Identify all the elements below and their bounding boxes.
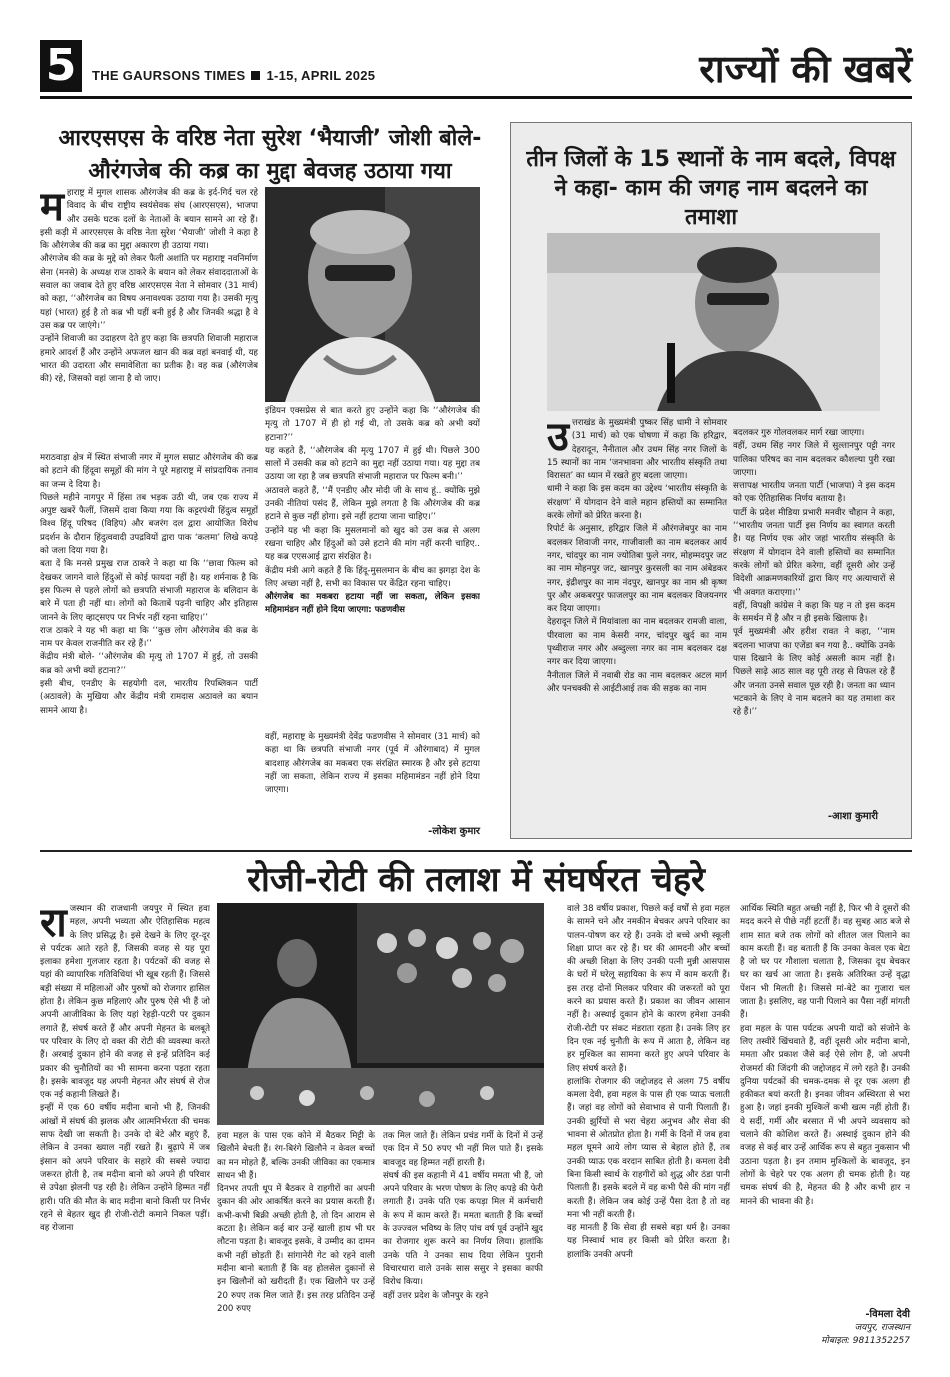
article3-col5: आर्थिक स्थिति बहुत अच्छी नहीं है, फिर भी वे दूसरों की मदद करने से पीछे नहीं हटतीं हैं। वह सुबह आठ बजे से शाम सात बजे तक लोगों को शीतल जल पिलाने का काम करती हैं। वह बताती हैं कि उनका केवल एक बेटा है जो घर पर गौशाला चलाता है, जिसका दूध बेचकर घर का खर्च आ जाता है। इसके अतिरिक्त उन्हें वृद्धा पेंशन भी मिलती है। जिससे मां-बेटे का गुजारा चल जाता है। इसलिए, वह पानी पिलाने का पैसा नहीं मांगती हैं। हवा महल के पास पर्यटक अपनी यादों को संजोने के लिए तस्वीरें खिंचवाते हैं, वहीं दूसरी ओर मदीना बानो, ममता और प्रकाश जैसे कई ऐसे लोग हैं, जो अपनी रोजमर्रा की जिंदगी की जद्दोजहद में लगे रहते हैं। उनकी दुनिया पर्यटकों की चमक-दमक से दूर एक अलग ही हकीकत बयां करती है। इनका जीवन अस्थिरता से भरा हुआ है। जहां इनकी मुश्किलें कभी खत्म नहीं होती हैं। ये सर्दी, गर्मी और बरसात में भी अपने व्यवसाय को चलाने की कोशिश करते हैं। अस्थाई दुकान होने की वजह से कई बार उन्हें आर्थिक रूप से बहुत नुकसान भी उठाना पड़ता है। इन तमाम मुश्किलों के बावजूद, इन लोगों के चेहरे पर एक अलग ही चमक होती है। यह चमक संघर्ष की है, मेहनत की है और कभी हार न मानने की भावना की है।	[740, 904, 910, 1207]
article3-col1-text: जस्थान की राजधानी जयपुर में स्थित हवा महल, अपनी भव्यता और ऐतिहासिक महत्व के लिए प्रसिद्ध है। इसे देखने के लिए दूर-दूर से पर्यटक आते रहते हैं, जिसकी वजह से यह पूरा इलाका हमेशा गुलजार रहता है। पर्यटकों की वजह से यहां की व्यापारिक गतिविधियां भी खूब रहती हैं। जिससे बड़ी संख्या में महिलाओं और पुरुषों को रोजगार हासिल होता है। लेकिन कुछ महिलाएं और पुरुष ऐसे भी हैं जो अपनी आजीविका के लिए यहां रेहड़ी-पटरी पर दुकान लगाते हैं, संघर्ष करते हैं और अपनी मेहनत के बलबूते पर परिवार के लिए दो वक्त की रोटी की व्यवस्था करते हैं। अरबाई दुकान होने की वजह से इन्हें प्रतिदिन कई प्रकार की चुनौतियों का भी सामना करना पड़ता रहता है। इसके बावजूद यह अपनी मेहनत और संघर्ष से रोज एक नई कहानी लिखते हैं। इन्हीं में एक 60 वर्षीय मदीना बानो भी हैं, जिनकी आंखों में संघर्ष की झलक और आत्मनिर्भरता की चमक साफ देखी जा सकती है। उनके दो बेटे और बहुएं हैं, लेकिन वे उनका ख्याल नहीं रखते हैं। बुढ़ापे में जब इंसान को अपने परिवार के सहारे की सबसे ज्यादा जरूरत होती है, तब मदीना बानो को अपने ही परिवार से उपेक्षा झेलनी पड़ रही है। लेकिन उन्होंने हिम्मत नहीं हारी। पति की मौत के बाद मदीना बानो किसी पर निर्भर रहने से बेहतर खुद ही रोजी-रोटी कमाने निकल पड़ीं। वह रोजाना	[40, 904, 210, 1234]
article3-headline: रोजी-रोटी की तलाश में संघर्षरत चेहरे	[247, 860, 705, 900]
article1-photo	[265, 187, 480, 402]
article2-photo	[547, 233, 880, 411]
paper-name: THE GAURSONS TIMES	[92, 68, 246, 83]
header-rule	[40, 96, 912, 99]
issue-date: 1-15, APRIL 2025	[266, 68, 376, 83]
article2-col1-text: त्तराखंड के मुख्यमंत्री पुष्कर सिंह धामी ने सोमवार (31 मार्च) को एक घोषणा में कहा कि हरिद्वार, देहरादून, नैनीताल और उधम सिंह नगर जिलों के 15 स्थानों का नाम ‘जनभावना और भारतीय संस्कृति तथा विरासत’ का ध्यान में रखते हुए बदला जाएगा। धामी ने कहा कि इस कदम का उद्देश्य ‘भारतीय संस्कृति के संरक्षण’ में योगदान देने वाले महान हस्तियों का सम्मानित करके लोगों को प्रेरित करना है। रिपोर्ट के अनुसार, हरिद्वार जिले में औरंगजेबपुर का नाम बदलकर शिवाजी नगर, गाजीवाली का नाम बदलकर आर्य नगर, चांदपुर का नाम ज्योतिबा फुले नगर, मोहम्मदपुर जट का नाम मोहनपुर जट, खानपुर कुरसली का नाम अंबेडकर नगर, इंद्रीशपुर का नाम नंदपुर, खानपुर का नाम श्री कृष्ण पुर और अकबरपुर फाजलपुर का नाम बदलकर विजयनगर कर दिया जाएगा। देहरादून जिले में मियांवाला का नाम बदलकर रामजी वाला, पीरवाला का नाम केसरी नगर, चांदपुर खुर्द का नाम पृथ्वीराज नगर और अब्दुल्ला नगर का नाम बदलकर दक्ष नगर कर दिया जाएगा। नैनीताल जिले में नवाबी रोड का नाम बदलकर अटल मार्ग और पनचक्की से आईटीआई तक की सड़क का नाम	[547, 418, 727, 694]
article2-col1	[547, 417, 727, 832]
article2-col2: बदलकर गुरु गोलवलकर मार्ग रखा जाएगा। वहीं, उधम सिंह नगर जिले में सुल्तानपुर पट्टी नगर पालिका परिषद का नाम बदलकर कौशल्या पुरी रखा जाएगा। सत्तापक्ष भारतीय जनता पार्टी (भाजपा) ने इस कदम को एक ऐतिहासिक निर्णय बताया है। पार्टी के प्रदेश मीडिया प्रभारी मनवीर चौहान ने कहा, ‘‘भारतीय जनता पार्टी इस निर्णय का स्वागत करती है। यह निर्णय एक ओर जहां भारतीय संस्कृति के संरक्षण में योगदान देने वाली हस्तियों का सम्मानित करके लोगों को प्रेरित करेगा, वहीं दूसरी ओर उन्हें विदेशी आक्रमणकारियों द्वारा किए गए अत्याचारों से भी अवगत कराएगा।’’ वहीं, विपक्षी कांग्रेस ने कहा कि यह न तो इस कदम के समर्थन में है और न ही इसके खिलाफ है। पूर्व मुख्यमंत्री और हरीश रावत ने कहा, ‘‘नाम बदलना भाजपा का एजेंडा बन गया है.. क्योंकि उनके पास दिखाने के लिए कोई असली काम नहीं है। पिछले साढ़े आठ साल वह पूरी तरह से विफल रहे हैं और जनता उनसे सवाल पूछ रही है। जनता का ध्यान भटकाने के लिए वे नाम बदलने का यह तमाशा कर रहे हैं।’’	[733, 428, 895, 718]
article1-headline: आरएसएस के वरिष्ठ नेता सुरेश ‘भैयाजी’ जोशी बोले- औरंगजेब की कब्र का मुद्दा बेवजह उठाया गया	[58, 126, 482, 184]
article1-col1-top	[40, 187, 258, 452]
article1-col1-text: हाराष्ट्र में मुगल शासक औरंगजेब की कब्र के इर्द-गिर्द चल रहे विवाद के बीच राष्ट्रीय स्वयंसेवक संघ (आरएसएस), भाजपा और उसके घटक दलों के नेताओं के बयान सामने आ रहे हैं। इसी कड़ी में आरएसएस के वरिष्ठ नेता सुरेश ‘भैयाजी’ जोशी ने कहा है कि औरंगजेब की कब्र का मुद्दा अकारण ही उठाया गया। औरंगजेब की कब्र के मुद्दे को लेकर फैली अशांति पर महाराष्ट्र नवनिर्माण सेना (मनसे) के अध्यक्ष राज ठाकरे के बयान को लेकर संवाददाताओं के सवाल का जवाब देते हुए वरिष्ठ आरएसएस नेता ने सोमवार (31 मार्च) को कहा, ‘‘औरंगजेब का विषय अनावश्यक उठाया गया है। उसकी मृत्यु यहां (भारत) हुई है तो कब्र भी यहीं बनी हुई है और जिनकी श्रद्धा है वे उस कब्र पर जाएंगे।’’ उन्होंने शिवाजी का उदाहरण देते हुए कहा कि छत्रपति शिवाजी महाराज हमारे आदर्श हैं और उन्होंने अफजल खान की कब्र वहां बनवाई थी, यह भारत की उदारता और समावेशिता का प्रतीक है। वह कब्र (औरंगजेब की) रहे, जिसको वहां जाना है वो जाए।	[40, 188, 258, 385]
article1-col2-text: इंडियन एक्सप्रेस से बात करते हुए उन्होंने कहा कि ‘‘औरंगजेब की मृत्यु तो 1707 में ही हो गई थी, तो उसके कब्र को अभी क्यों हटाना?’’ यह कहते हैं, ‘‘औरंगजेब की मृत्यु 1707 में हुई थी। पिछले 300 सालों में उसकी कब्र को हटाने का मुद्दा नहीं उठाया गया। यह मुद्दा तब उठाया जा रहा है जब छत्रपति संभाजी महाराज पर फिल्म बनी।’’ अठावले कहते हैं, ‘‘मैं एनडीए और मोदी जी के साथ हूं.. क्योंकि मुझे उनकी नीतियां पसंद हैं, लेकिन मुझे लगता है कि औरंगजेब की कब्र हटाने से कुछ नहीं होगा। इसे नहीं हटाया जाना चाहिए।’’ उन्होंने यह भी कहा कि मुसलमानों को खुद को उस कब्र से अलग रखना चाहिए और हिंदुओं को उसे हटाने की मांग नहीं करनी चाहिए.. यह कब्र एएसआई द्वारा संरक्षित है। केंद्रीय मंत्री आगे कहते हैं कि हिंदू-मुसलमान के बीच का झगड़ा देश के लिए अच्छा नहीं है, सभी का विकास पर केंद्रित रहना चाहिए।	[265, 406, 480, 589]
article3-byline-place: जयपुर, राजस्थान	[854, 1323, 910, 1333]
article3-byline	[740, 1306, 910, 1346]
article1-col2-end: वहीं, महाराष्ट्र के मुख्यमंत्री देवेंद्र फडणवीस ने सोमवार (31 मार्च) को कहा था कि छत्रपति संभाजी नगर (पूर्व में औरंगाबाद) में मुगल बादशाह औरंगजेब का मकबरा एक संरक्षित स्मारक है और इसे हटाया नहीं जा सकता, लेकिन राज्य में इसका महिमामंडन नहीं होने दिया जाएगा।	[265, 732, 480, 796]
article3-col3: तक मिल जाते हैं। लेकिन प्रचंड गर्मी के दिनों में उन्हें एक दिन में 50 रुपए भी नहीं मिल पाते हैं। इसके बावजूद वह हिम्मत नहीं हारती हैं। संघर्ष की इस कहानी में 41 वर्षीय ममता भी हैं, जो अपने परिवार के भरण पोषण के लिए कपड़े की फेरी लगाती हैं। उनके पति एक कपड़ा मिल में कर्मचारी के रूप में काम करते हैं। ममता बताती हैं कि बच्चों के उज्ज्वल भविष्य के लिए पांच वर्ष पूर्व उन्होंने खुद का रोजगार शुरू करने का निर्णय लिया। हालांकि उनके पति ने उनका साथ दिया लेकिन पुरानी विचारधारा वाले उनके सास ससुर ने इसका काफी विरोध किया। वहीं उत्तर प्रदेश के जौनपुर के रहने	[383, 1131, 543, 1301]
article3-byline-phone: मोबाइल: 9811352257	[821, 1336, 910, 1346]
article3-byline-name: -विमला देवी	[865, 1309, 910, 1320]
man-portrait-icon	[265, 187, 480, 402]
masthead	[92, 68, 375, 83]
article1-col2	[265, 405, 480, 731]
article3-col2: हवा महल के पास एक कोने में बैठकर मिट्टी के खिलौने बेचती हैं। रंग-बिरंगे खिलौने न केवल बच्चों का मन मोहते हैं, बल्कि उनकी जीविका का एकमात्र साधन भी हैं। दिनभर तपती धूप में बैठकर वे राहगीरों का अपनी दुकान की ओर आकर्षित करने का प्रयास करती हैं। कभी-कभी बिक्री अच्छी होती है, तो दिन आराम से कटता है। लेकिन कई बार उन्हें खाली हाथ भी घर लौटना पड़ता है। बावजूद इसके, वे उम्मीद का दामन कभी नहीं छोड़ती हैं। सांगानेरी गेट को रहने वाली मदीना बानो बताती हैं कि वह होलसेल दुकानों से इन खिलौनों को खरीदती हैं। एक खिलौने पर उन्हें 20 रुपए तक मिल जाते हैं। इस तरह प्रतिदिन उन्हें 200 रुपए	[217, 1131, 375, 1314]
section-title: राज्यों की खबरें	[699, 47, 912, 91]
article1-subhead: औरंगजेब का मकबरा हटाया नहीं जा सकता, लेकिन इसका महिमामंडन नहीं होने दिया जाएगा: फडणवीस	[265, 592, 480, 616]
article2-byline: -आशा कुमारी	[827, 811, 878, 822]
speaker-portrait-icon	[547, 233, 880, 411]
article3-col1	[40, 903, 210, 1343]
article1-byline: -लोकेश कुमार	[428, 826, 480, 837]
page-number: 5	[40, 40, 82, 92]
article1-col1-bottom: मराठवाड़ा क्षेत्र में स्थित संभाजी नगर में मुगल सम्राट औरंगजेब की कब्र को हटाने की हिंदूवा समूहों की मांग ने पूरे महाराष्ट्र में सांप्रदायिक तनाव का जन्म दे दिया है। पिछले महीने नागपुर में हिंसा तब भड़क उठी थी, जब एक राज्य में अपुष्ट खबरें फैलीं, जिसमें दावा किया गया कि कट्टरपंथी हिंदुत्व समूहों विश्व हिंदू परिषद (विहिप) और बजरंग दल द्वारा आयोजित विरोध प्रदर्शन के दौरान हिंदुत्ववादी उपद्रवियों द्वारा पाक ‘कलमा’ लिखे कपड़े को जला दिया गया है। बता दें कि मनसे प्रमुख राज ठाकरे ने कहा था कि ‘‘छावा फिल्म को देखकर जागने वाले हिंदुओं से कोई फायदा नहीं है। यह शर्मनाक है कि इस फिल्म से पहले लोगों को छत्रपति संभाजी महाराज के बलिदान के बारे में पता ही नहीं था। लोगों को किताबें पढ़नी चाहिए और इतिहास जानने के लिए व्हाट्सएप पर निर्भर नहीं रहना चाहिए।’’ राज ठाकरे ने यह भी कहा था कि ‘‘कुछ लोग औरंगजेब की कब्र के नाम पर केवल राजनीति कर रहे हैं।’’ केंद्रीय मंत्री बोले- ‘‘औरंगजेब की मृत्यु तो 1707 में हुई, तो उसकी कब्र को अभी क्यों हटाना?’’ इसी बीच, एनडीए के सहयोगी दल, भारतीय रिपब्लिकन पार्टी (अठावले) के मुखिया और केंद्रीय मंत्री रामदास अठावले का बयान सामने आया है।	[40, 453, 258, 716]
article3-col4: वाले 38 वर्षीय प्रकाश, पिछले कई वर्षों से हवा महल के सामने चने और नमकीन बेचकर अपने परिवार का पालन-पोषण कर रहे हैं। उनके दो बच्चे अभी स्कूली शिक्षा प्राप्त कर रहे हैं। घर की आमदनी और बच्चों की अच्छी शिक्षा के लिए उनकी पत्नी मुन्नी आसपास के घरों में घरेलू सहायिका के रूप में काम करती हैं। इस तरह दोनों मिलकर परिवार की जरूरतों को पूरा करने का प्रयास करते हैं। प्रकाश का जीवन आसान नहीं है। अस्थाई दुकान होने के कारण हमेशा उनकी रोजी-रोटी पर संकट मंडराता रहता है। उनके लिए हर दिन एक नई चुनौती के रूप में आता है, लेकिन वह हर मुश्किल का सामना करते हुए अपने परिवार के लिए संघर्ष करते हैं। हालांकि रोजगार की जद्दोजहद से अलग 75 वर्षीय कमला देवी, हवा महल के पास ही एक प्याऊ चलाती हैं। जहां वह लोगों को सेवाभाव से पानी पिलाती हैं। उनकी झुर्रियों से भरा चेहरा अनुभव और सेवा की भावना से ओतप्रोत होता है। गर्मी के दिनों में जब हवा महल घूमने आये लोग प्यास से बेहाल होते हैं, तब उनकी प्याऊ एक वरदान साबित होती है। कमला देवी बिना किसी स्वार्थ के राहगीरों को शुद्ध और ठंडा पानी पिलाती हैं। इसके बदले में वह कभी पैसे की मांग नहीं करती हैं। लेकिन जब कोई उन्हें पैसा देता है तो वह मना भी नहीं करती हैं। वह मानती हैं कि सेवा ही सबसे बड़ा धर्म है। उनका यह निस्वार्थ भाव हर किसी को प्रेरित करता है। हालांकि उनकी अपनी	[567, 904, 730, 1260]
article3-photo	[217, 903, 544, 1125]
square-bullet-icon	[251, 71, 260, 80]
section-divider	[40, 850, 912, 852]
article3-drop-cap: रा	[40, 903, 67, 946]
street-vendor-photo-icon	[217, 903, 544, 1125]
article2-drop-cap: उ	[547, 417, 569, 460]
article1-drop-cap: म	[40, 187, 64, 230]
article2-headline: तीन जिलों के 15 स्थानों के नाम बदले, विपक्ष ने कहा- काम की जगह नाम बदलने का तमाशा	[526, 147, 896, 230]
